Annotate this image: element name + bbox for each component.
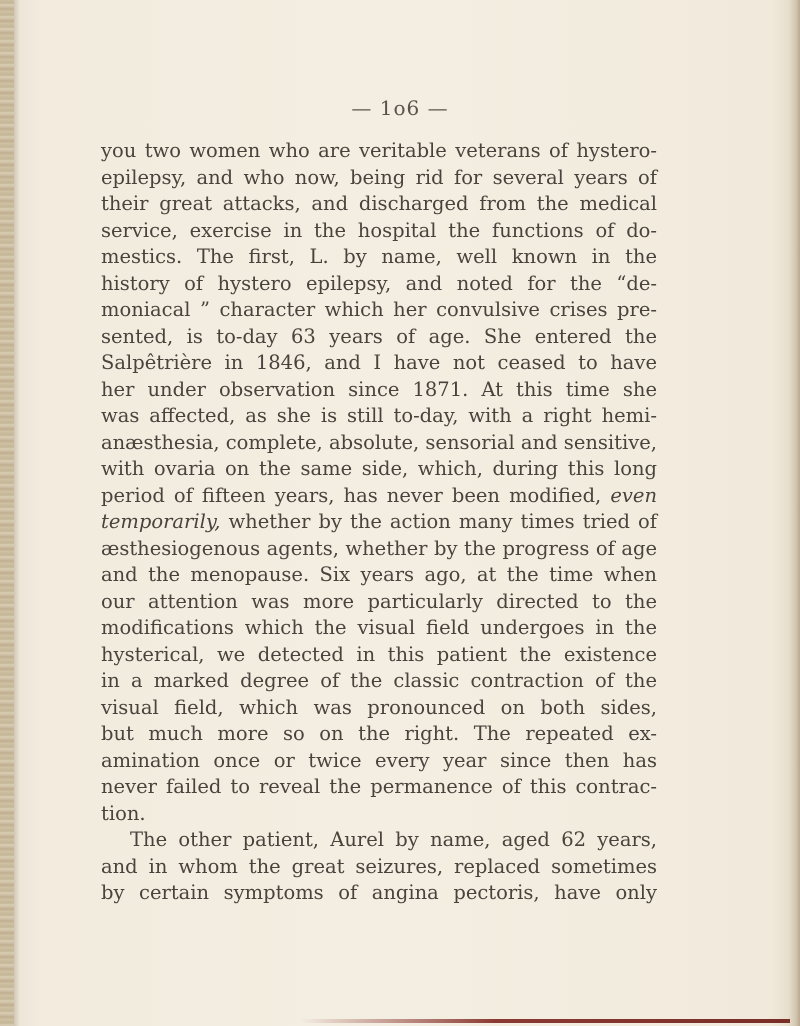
text-segment: amination once or twice every year since then has	[101, 748, 657, 772]
text-segment: tion.	[101, 801, 146, 825]
page-number: — 1o6 —	[351, 96, 449, 120]
text-line	[101, 456, 657, 483]
text-line	[101, 589, 657, 616]
text-segment: period of fifteen years, has never been modified,	[101, 483, 611, 507]
text-line	[101, 748, 657, 775]
text-segment: in a marked degree of the classic contraction of the	[101, 669, 657, 692]
text-segment: whether by the action many times tried of	[220, 510, 657, 533]
text-line	[101, 562, 657, 589]
text-segment: anæsthesia, complete, absolute, sensorial and sensitive,	[101, 430, 657, 454]
text-line	[101, 854, 657, 881]
text-segment: their great attacks, and discharged from the medical	[101, 192, 657, 215]
text-segment: never failed to reveal the permanence of this contrac-	[101, 775, 657, 798]
body-text	[101, 138, 657, 907]
text-segment: you two women who are veritable veterans of hystero-	[101, 139, 657, 162]
bottom-edge-rule	[300, 1019, 790, 1023]
text-line	[101, 642, 657, 669]
text-line	[101, 430, 657, 457]
text-line	[101, 377, 657, 404]
text-line	[101, 244, 657, 271]
text-line	[101, 297, 657, 324]
text-segment: and the menopause. Six years ago, at the time when	[101, 563, 657, 586]
text-line	[101, 668, 657, 695]
text-line	[101, 801, 657, 828]
text-segment: sented, is to-day 63 years of age. She entered the	[101, 324, 657, 348]
text-segment: but much more so on the right. The repeated ex-	[101, 722, 657, 745]
text-segment: our attention was more particularly directed to the	[101, 589, 657, 613]
text-line	[101, 324, 657, 351]
text-line	[101, 615, 657, 642]
text-line	[101, 191, 657, 218]
text-segment: history of hystero epilepsy, and noted for the “de-	[101, 271, 657, 295]
text-segment: The other patient, Aurel by name, aged 62 years,	[130, 828, 657, 851]
text-line	[101, 483, 657, 510]
text-segment: epilepsy, and who now, being rid for several years of	[101, 165, 657, 189]
text-line	[101, 695, 657, 722]
text-segment: æsthesiogenous agents, whether by the progress of age	[101, 536, 657, 560]
text-line	[101, 774, 657, 801]
text-line	[101, 509, 657, 536]
text-segment: by certain symptoms of angina pectoris, have only	[101, 881, 657, 904]
text-segment: hysterical, we detected in this patient the existence	[101, 642, 657, 666]
text-segment: service, exercise in the hospital the functions of do-	[101, 218, 657, 242]
italic-text-segment: even	[610, 483, 657, 507]
italic-text-segment: temporarily,	[101, 510, 221, 533]
text-line	[101, 350, 657, 377]
text-segment: modifications which the visual field undergoes in the	[101, 616, 657, 639]
text-line	[101, 165, 657, 192]
text-line	[101, 138, 657, 165]
text-line	[101, 403, 657, 430]
text-segment: and in whom the great seizures, replaced sometimes	[101, 854, 657, 878]
text-segment: Salpêtrière in 1846, and I have not ceased to have	[101, 351, 657, 374]
page-binding-edge	[0, 0, 14, 1026]
text-segment: moniacal ” character which her convulsive crises pre-	[101, 298, 657, 321]
text-segment: was affected, as she is still to-day, with a right hemi-	[101, 404, 657, 427]
text-line	[101, 271, 657, 298]
text-segment: mestics. The first, L. by name, well known in the	[101, 245, 657, 268]
text-line	[101, 218, 657, 245]
text-line	[101, 536, 657, 563]
page-right-edge	[788, 0, 800, 1026]
text-line	[101, 827, 657, 854]
text-segment: visual field, which was pronounced on both sides,	[101, 695, 657, 719]
text-segment: with ovaria on the same side, which, during this long	[101, 457, 657, 480]
text-line	[101, 880, 657, 907]
text-segment: her under observation since 1871. At this time she	[101, 377, 657, 401]
text-line	[101, 721, 657, 748]
